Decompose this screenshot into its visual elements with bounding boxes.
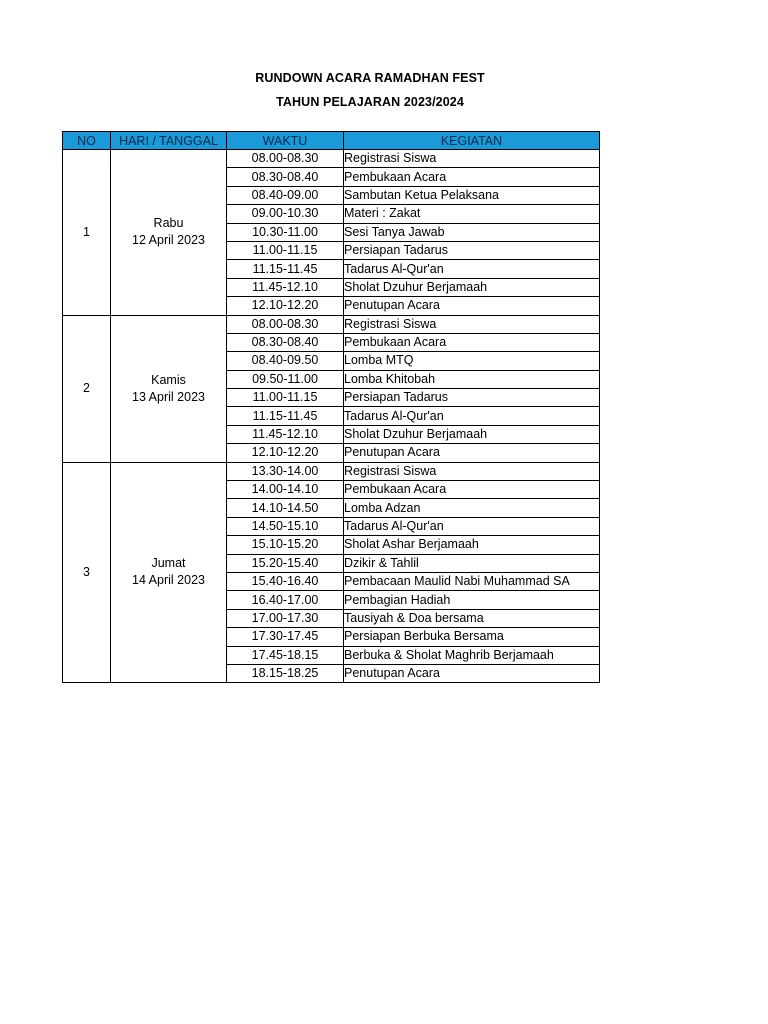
activity-cell: Lomba Khitobah xyxy=(344,370,600,388)
time-cell: 11.45-12.10 xyxy=(227,425,344,443)
document-title: RUNDOWN ACARA RAMADHAN FEST xyxy=(255,71,485,85)
time-cell: 12.10-12.20 xyxy=(227,297,344,315)
column-header-kegiatan: KEGIATAN xyxy=(344,132,600,150)
activity-cell: Sholat Dzuhur Berjamaah xyxy=(344,425,600,443)
activity-cell: Registrasi Siswa xyxy=(344,462,600,480)
time-cell: 17.45-18.15 xyxy=(227,646,344,664)
time-cell: 08.00-08.30 xyxy=(227,315,344,333)
table-body xyxy=(63,150,600,683)
activity-cell: Lomba Adzan xyxy=(344,499,600,517)
day-number-cell: 3 xyxy=(63,462,111,683)
activity-cell: Lomba MTQ xyxy=(344,352,600,370)
time-cell: 17.00-17.30 xyxy=(227,609,344,627)
day-date-cell xyxy=(111,315,227,462)
activity-cell: Tadarus Al-Qur'an xyxy=(344,407,600,425)
time-cell: 12.10-12.20 xyxy=(227,444,344,462)
activity-cell: Sambutan Ketua Pelaksana xyxy=(344,186,600,204)
time-cell: 14.00-14.10 xyxy=(227,481,344,499)
time-cell: 11.00-11.15 xyxy=(227,241,344,259)
activity-cell: Registrasi Siswa xyxy=(344,150,600,168)
day-date: 12 April 2023 xyxy=(132,233,205,248)
activity-cell: Sholat Dzuhur Berjamaah xyxy=(344,278,600,296)
day-number-cell: 2 xyxy=(63,315,111,462)
time-cell: 11.00-11.15 xyxy=(227,389,344,407)
activity-cell: Tausiyah & Doa bersama xyxy=(344,609,600,627)
time-cell: 08.40-09.00 xyxy=(227,186,344,204)
activity-cell: Penutupan Acara xyxy=(344,444,600,462)
activity-cell: Persiapan Berbuka Bersama xyxy=(344,628,600,646)
column-header-waktu: WAKTU xyxy=(227,132,344,150)
activity-cell: Tadarus Al-Qur'an xyxy=(344,517,600,535)
activity-cell: Pembacaan Maulid Nabi Muhammad SA xyxy=(344,572,600,590)
time-cell: 17.30-17.45 xyxy=(227,628,344,646)
time-cell: 08.30-08.40 xyxy=(227,333,344,351)
time-cell: 16.40-17.00 xyxy=(227,591,344,609)
day-number-cell: 1 xyxy=(63,150,111,316)
table-row xyxy=(63,462,600,480)
time-cell: 11.45-12.10 xyxy=(227,278,344,296)
activity-cell: Pembagian Hadiah xyxy=(344,591,600,609)
activity-cell: Pembukaan Acara xyxy=(344,168,600,186)
time-cell: 14.50-15.10 xyxy=(227,517,344,535)
time-cell: 09.00-10.30 xyxy=(227,205,344,223)
time-cell: 11.15-11.45 xyxy=(227,407,344,425)
time-cell: 11.15-11.45 xyxy=(227,260,344,278)
table-row xyxy=(63,315,600,333)
activity-cell: Berbuka & Sholat Maghrib Berjamaah xyxy=(344,646,600,664)
day-name: Rabu xyxy=(153,216,184,231)
activity-cell: Pembukaan Acara xyxy=(344,481,600,499)
column-header-no: NO xyxy=(63,132,111,150)
time-cell: 15.10-15.20 xyxy=(227,536,344,554)
time-cell: 15.40-16.40 xyxy=(227,572,344,590)
time-cell: 09.50-11.00 xyxy=(227,370,344,388)
day-date: 14 April 2023 xyxy=(132,573,205,588)
time-cell: 10.30-11.00 xyxy=(227,223,344,241)
day-name: Jumat xyxy=(151,556,186,571)
time-cell: 13.30-14.00 xyxy=(227,462,344,480)
day-date: 13 April 2023 xyxy=(132,389,205,404)
activity-cell: Penutupan Acara xyxy=(344,664,600,682)
activity-cell: Penutupan Acara xyxy=(344,297,600,315)
activity-cell: Persiapan Tadarus xyxy=(344,389,600,407)
table-header-row xyxy=(63,132,600,150)
activity-cell: Persiapan Tadarus xyxy=(344,241,600,259)
activity-cell: Registrasi Siswa xyxy=(344,315,600,333)
day-date-cell xyxy=(111,462,227,683)
day-date-cell xyxy=(111,150,227,316)
time-cell: 08.40-09.50 xyxy=(227,352,344,370)
time-cell: 18.15-18.25 xyxy=(227,664,344,682)
time-cell: 15.20-15.40 xyxy=(227,554,344,572)
time-cell: 08.00-08.30 xyxy=(227,150,344,168)
activity-cell: Tadarus Al-Qur'an xyxy=(344,260,600,278)
column-header-hari-tanggal: HARI / TANGGAL xyxy=(111,132,227,150)
time-cell: 14.10-14.50 xyxy=(227,499,344,517)
activity-cell: Dzikir & Tahlil xyxy=(344,554,600,572)
day-name: Kamis xyxy=(151,372,186,387)
rundown-table xyxy=(62,131,600,683)
table-row xyxy=(63,150,600,168)
activity-cell: Pembukaan Acara xyxy=(344,333,600,351)
activity-cell: Sesi Tanya Jawab xyxy=(344,223,600,241)
activity-cell: Sholat Ashar Berjamaah xyxy=(344,536,600,554)
document-subtitle: TAHUN PELAJARAN 2023/2024 xyxy=(276,95,464,109)
activity-cell: Materi : Zakat xyxy=(344,205,600,223)
time-cell: 08.30-08.40 xyxy=(227,168,344,186)
